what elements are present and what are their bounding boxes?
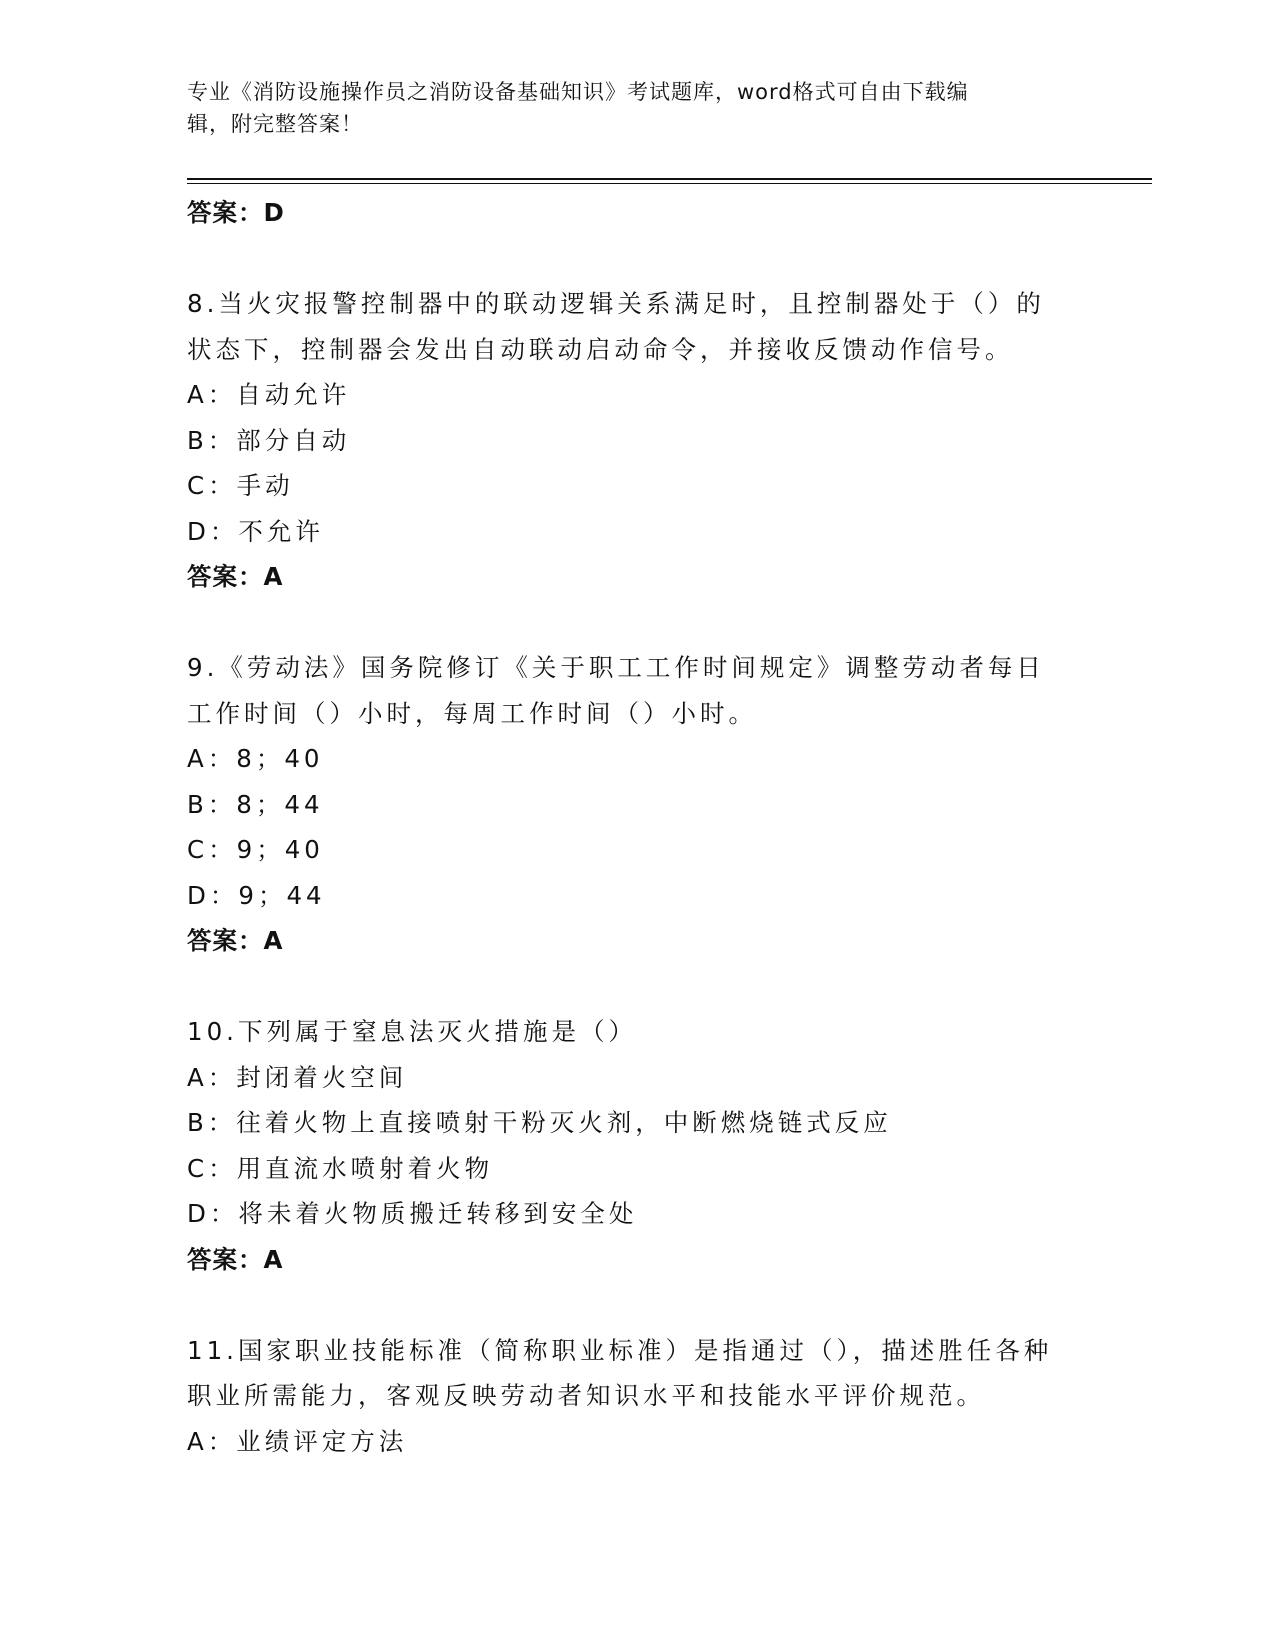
question-block xyxy=(187,1009,1087,1282)
question-stem-line: 状态下，控制器会发出自动联动启动命令，并接收反馈动作信号。 xyxy=(187,334,1014,364)
spacer xyxy=(187,964,1087,1010)
option-d: D：将未着火物质搬迁转移到安全处 xyxy=(187,1199,638,1228)
question-answer: 答案：A xyxy=(187,926,284,955)
question-stem-line: 11.国家职业技能标准（简称职业标准）是指通过（），描述胜任各种 xyxy=(187,1335,1053,1365)
question-stem-line: 工作时间（）小时，每周工作时间（）小时。 xyxy=(187,698,757,728)
page-header xyxy=(187,76,1087,140)
question-block xyxy=(187,1328,1087,1465)
spacer xyxy=(187,1282,1087,1328)
header-line-1: 专业《消防设施操作员之消防设备基础知识》考试题库，word格式可自由下载编 xyxy=(187,80,969,104)
option-c: C：手动 xyxy=(187,471,294,500)
question-answer: 答案：A xyxy=(187,562,284,591)
header-line-2: 辑，附完整答案！ xyxy=(187,112,363,136)
question-content xyxy=(187,190,1087,1464)
option-c: C：用直流水喷射着火物 xyxy=(187,1153,494,1183)
option-a: A：8；40 xyxy=(187,744,324,773)
option-b: B：部分自动 xyxy=(187,425,351,455)
option-a: A：业绩评定方法 xyxy=(187,1426,408,1456)
question-block xyxy=(187,281,1087,600)
option-d: D：9；44 xyxy=(187,880,326,910)
option-c: C：9；40 xyxy=(187,835,324,864)
option-b: B：往着火物上直接喷射干粉灭火剂，中断燃烧链式反应 xyxy=(187,1108,892,1137)
question-answer: 答案：A xyxy=(187,1244,284,1274)
previous-answer: 答案：D xyxy=(187,198,285,227)
spacer xyxy=(187,236,1087,282)
header-rule-thick xyxy=(187,178,1152,180)
question-stem-line: 8.当火灾报警控制器中的联动逻辑关系满足时，且控制器处于（）的 xyxy=(187,289,1045,318)
option-a: A：自动允许 xyxy=(187,380,351,409)
option-b: B：8；44 xyxy=(187,789,324,819)
spacer xyxy=(187,600,1087,646)
question-block xyxy=(187,645,1087,964)
question-stem-line: 职业所需能力，客观反映劳动者知识水平和技能水平评价规范。 xyxy=(187,1381,985,1410)
question-stem-line: 10.下列属于窒息法灭火措施是（） xyxy=(187,1017,637,1046)
question-stem-line: 9.《劳动法》国务院修订《关于职工工作时间规定》调整劳动者每日 xyxy=(187,653,1045,682)
option-a: A：封闭着火空间 xyxy=(187,1062,408,1092)
header-rule-thin xyxy=(187,183,1152,184)
option-d: D：不允许 xyxy=(187,516,324,546)
